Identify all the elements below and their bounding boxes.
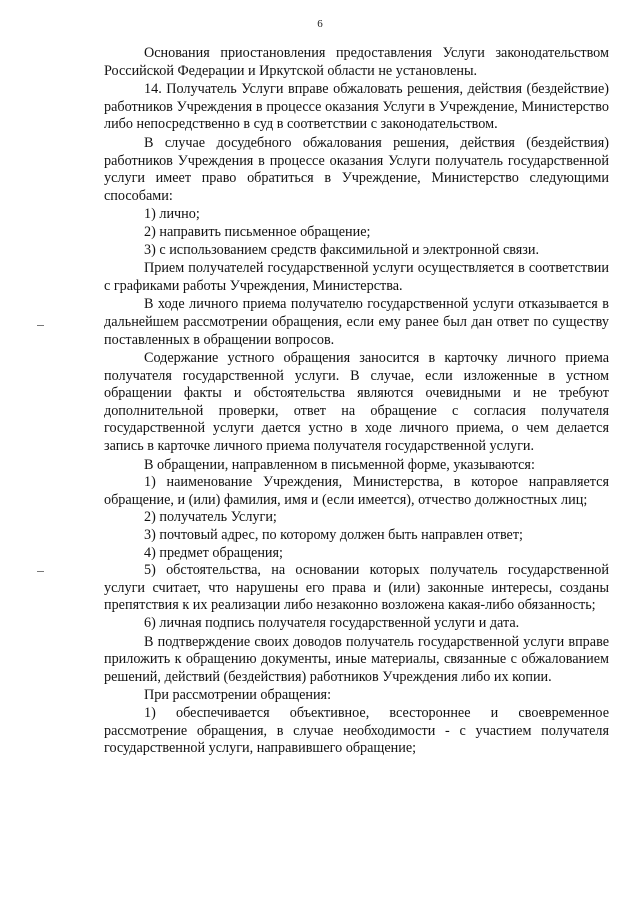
margin-mark (37, 325, 44, 326)
paragraph-grounds: Основания приостановления предоставления Услуги законодательством Российской Федерации и Иркутской области не установлены. (104, 45, 609, 79)
paragraph-oral-appeal: Содержание устного обращения заносится в карточку личного приема получателя государственной услуги. В случае, если изложенные в устном обращении факты и обстоятельства являются очевидными и не требуют дополнительной проверки, ответ на обращение с согласия получателя государственной услуги дается устно в ходе личного приема, о чем делается запись в карточке личного приема получателя государственной услуги. (104, 350, 609, 455)
paragraph-supporting-documents: В подтверждение своих доводов получатель государственной услуги вправе приложить к обращению документы, иные материалы, связанные с обжалованием решений, действий (бездействия) работников Учреждения либо их копии. (104, 633, 609, 685)
list-item: 1) обеспечивается объективное, всестороннее и своевременное рассмотрение обращения, в случае необходимости - с участием получателя государственной услуги, направившего обращение; (104, 704, 609, 757)
list-item: 1) лично; (144, 206, 200, 223)
list-item: 2) получатель Услуги; (144, 509, 277, 526)
list-item: 3) с использованием средств факсимильной и электронной связи. (144, 241, 540, 258)
list-item: 1) наименование Учреждения, Министерства, в которое направляется обращение, и (или) фамилия, имя и (если имеется), отчество должностных лиц; (104, 474, 609, 508)
paragraph-personal-reception: В ходе личного приема получателю государственной услуги отказывается в дальнейшем рассмотрении обращения, если ему ранее был дан ответ по существу поставленных в обращении вопросов. (104, 296, 609, 348)
list-item: 6) личная подпись получателя государственной услуги и дата. (144, 615, 520, 631)
document-body (104, 45, 609, 759)
paragraph-consideration: При рассмотрении обращения: (144, 687, 332, 704)
list-item: 3) почтовый адрес, по которому должен быть направлен ответ; (144, 527, 524, 544)
margin-mark (37, 571, 44, 572)
list-item: 2) направить письменное обращение; (144, 223, 371, 240)
paragraph-reception: Прием получателей государственной услуги осуществляется в соответствии с графиками работы Учреждения, Министерства. (104, 260, 609, 294)
list-item: 4) предмет обращения; (144, 544, 283, 561)
paragraph-written-appeal: В обращении, направленном в письменной форме, указываются: (144, 456, 535, 473)
paragraph-pretrial: В случае досудебного обжалования решения, действия (бездействия) работников Учреждения в процессе оказания Услуги получатель государственной услуги имеет право обратиться в Учреждение, Министерство следующими способами: (104, 134, 609, 204)
page-number: 6 (317, 18, 323, 30)
paragraph-14: 14. Получатель Услуги вправе обжаловать решения, действия (бездействие) работников Учреждения в процессе оказания Услуги в Учреждение, Министерство либо непосредственно в суд в соответствии с законодательством. (104, 81, 609, 133)
list-item: 5) обстоятельства, на основании которых получатель государственной услуги считает, что нарушены его права и (или) законные интересы, созданы препятствия к их реализации либо незаконно возложена какая-либо обязанность; (104, 562, 609, 614)
